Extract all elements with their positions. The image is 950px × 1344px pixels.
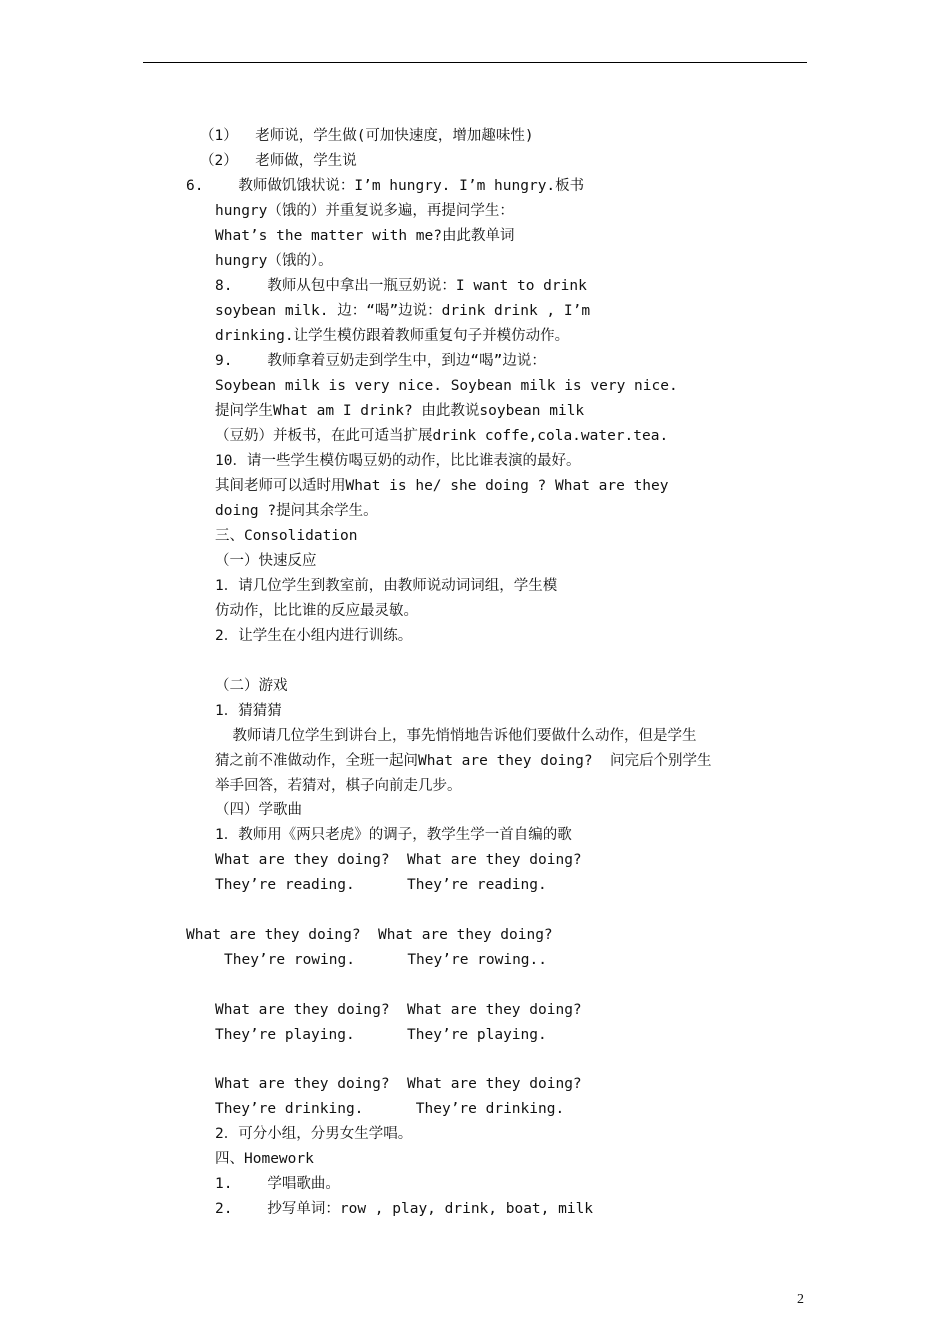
song-line: What are they doing? What are they doing? [215, 1076, 582, 1092]
text-line: 2. 抄写单词：row , play, drink, boat, milk [215, 1201, 594, 1217]
header-rule [143, 62, 807, 63]
song-line: What are they doing? What are they doing? [215, 852, 582, 868]
text-line: 提问学生What am I drink? 由此教说soybean milk [215, 403, 585, 419]
text-line: What’s the matter with me?由此教单词 [215, 228, 515, 244]
text-line: hungry（饿的）。 [215, 253, 333, 269]
text-line: 举手回答，若猜对，棋子向前走几步。 [215, 778, 462, 794]
song-line: They’re playing. They’re playing. [215, 1027, 547, 1043]
text-line: （一）快速反应 [215, 553, 317, 569]
text-line: 9. 教师拿着豆奶走到学生中，到边“喝”边说： [215, 353, 546, 369]
text-line: 1. 学唱歌曲。 [215, 1176, 340, 1192]
text-line: （四）学歌曲 [215, 802, 302, 818]
text-line: 猜之前不准做动作，全班一起问What are they doing? 问完后个别学生 [215, 753, 712, 769]
text-line: （1） 老师说，学生做(可加快速度，增加趣味性) [200, 128, 534, 144]
text-line: 教师请几位学生到讲台上，事先悄悄地告诉他们要做什么动作，但是学生 [215, 728, 697, 744]
text-line: （二）游戏 [215, 678, 288, 694]
song-line: They’re reading. They’re reading. [215, 877, 547, 893]
text-line: hungry（饿的）并重复说多遍，再提问学生： [215, 203, 514, 219]
song-line: What are they doing? What are they doing? [215, 1002, 582, 1018]
text-line: 其间老师可以适时用What is he/ she doing ? What are they [215, 478, 669, 494]
text-line: 8. 教师从包中拿出一瓶豆奶说：I want to drink [215, 278, 587, 294]
text-line: 1．请几位学生到教室前，由教师说动词词组，学生模 [215, 578, 558, 594]
song-line: They’re rowing. They’re rowing.. [224, 952, 548, 968]
text-line: doing ?提问其余学生。 [215, 503, 378, 519]
text-line: （2） 老师做，学生说 [200, 153, 357, 169]
song-line: They’re drinking. They’re drinking. [215, 1101, 565, 1117]
page-number: 2 [797, 1292, 804, 1307]
text-line: 6. 教师做饥饿状说：I’m hungry. I’m hungry.板书 [186, 178, 585, 194]
section-heading: 四、Homework [215, 1151, 314, 1167]
text-line: 1．猜猜猜 [215, 703, 282, 719]
text-line: 2．可分小组，分男女生学唱。 [215, 1126, 413, 1142]
text-line: Soybean milk is very nice. Soybean milk is very nice. [215, 378, 678, 394]
text-line: 仿动作，比比谁的反应最灵敏。 [215, 603, 418, 619]
text-line: 1．教师用《两只老虎》的调子，教学生学一首自编的歌 [215, 827, 572, 843]
text-line: （豆奶）并板书，在此可适当扩展drink coffe,cola.water.tea. [215, 428, 669, 444]
text-line: 2．让学生在小组内进行训练。 [215, 628, 413, 644]
text-line: 10．请一些学生模仿喝豆奶的动作，比比谁表演的最好。 [215, 453, 581, 469]
text-line: drinking.让学生模仿跟着教师重复句子并模仿动作。 [215, 328, 570, 344]
text-line: soybean milk. 边：“喝”边说：drink drink , I’m [215, 303, 591, 319]
song-line: What are they doing? What are they doing? [186, 927, 553, 943]
section-heading: 三、Consolidation [215, 528, 358, 544]
